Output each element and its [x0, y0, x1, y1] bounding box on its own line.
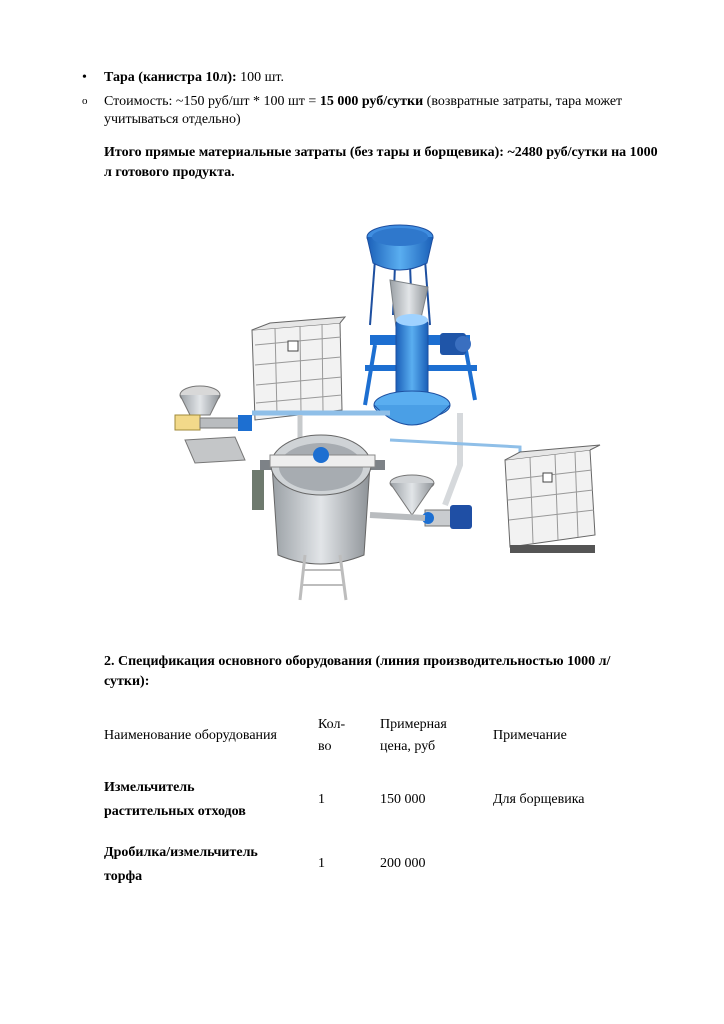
tara-label: Тара (канистра 10л): — [104, 70, 237, 85]
mixing-tank — [252, 435, 385, 600]
header-note: Примечание — [493, 728, 567, 743]
row-1-name: Измельчитель растительных отходов — [104, 780, 246, 819]
row-2-name: Дробилка/измельчитель торфа — [104, 845, 258, 884]
equipment-line-illustration — [160, 215, 620, 605]
cost-suffix: (возвратные затраты, тара может учитываться отдельно) — [104, 94, 623, 127]
tara-line — [104, 69, 664, 87]
row-1-qty: 1 — [318, 792, 325, 807]
cone-tank-pump — [370, 475, 472, 529]
cost-bold: 15 000 руб/сутки — [319, 94, 424, 109]
ibc-tank-right — [505, 445, 600, 553]
total-costs-paragraph: Итого прямые материальные затраты (без тары и борщевика): ~2480 руб/сутки на 1000 л готового продукта. — [104, 145, 658, 180]
tara-value: 100 шт. — [236, 70, 285, 85]
row-1-price: 150 000 — [380, 792, 426, 807]
header-qty: Кол-во — [318, 717, 346, 754]
row-1-note: Для борщевика — [493, 792, 585, 807]
row-2-qty: 1 — [318, 856, 325, 871]
row-2-price: 200 000 — [380, 856, 426, 871]
ibc-tank-left — [252, 317, 345, 420]
header-price: Примерная цена, руб — [380, 717, 447, 754]
header-name: Наименование оборудования — [104, 728, 277, 743]
grinder — [175, 386, 252, 463]
separator-frame — [365, 314, 477, 425]
equipment-spec-heading: 2. Спецификация основного оборудования (линия производительностью 1000 л/сутки): — [104, 654, 611, 689]
cost-line — [104, 93, 684, 129]
cost-prefix: Стоимость: ~150 руб/шт * 100 шт = — [104, 94, 320, 109]
bullet-marker-circle: o — [82, 95, 88, 107]
bullet-marker-dot: • — [82, 70, 87, 85]
